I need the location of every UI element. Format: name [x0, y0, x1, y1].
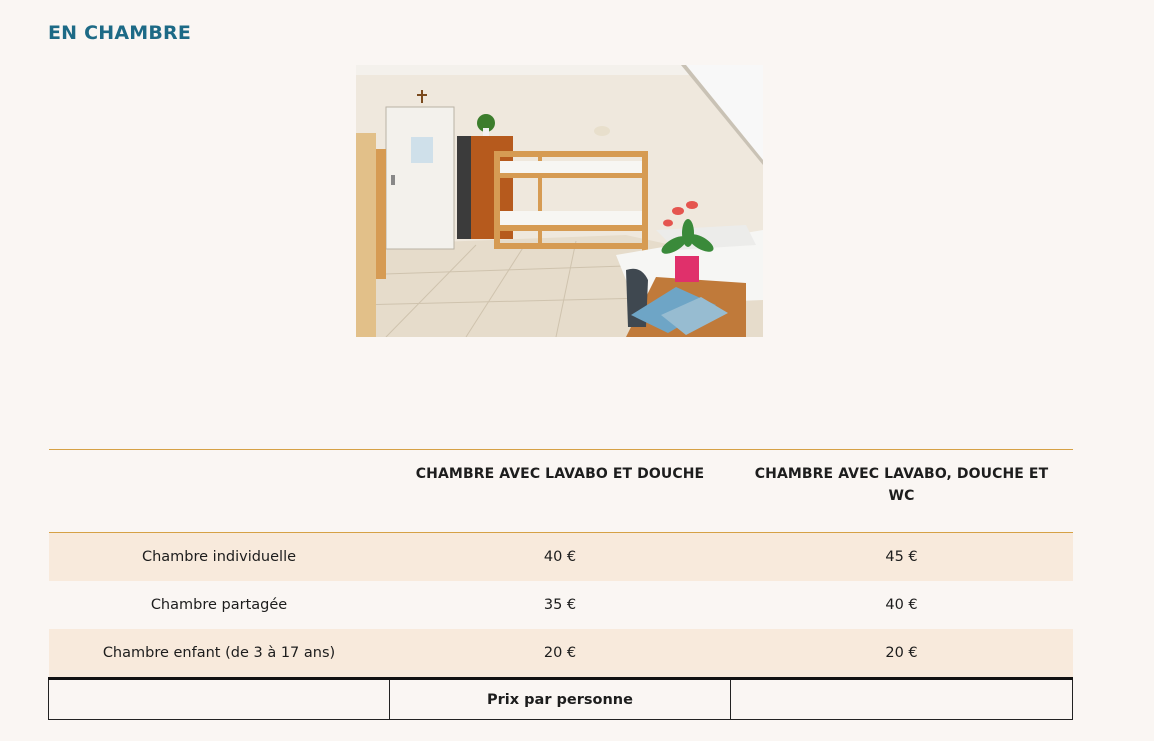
price-cell: 20 € [731, 629, 1073, 679]
row-label: Chambre individuelle [49, 533, 390, 582]
header-lavabo-douche-wc: CHAMBRE AVEC LAVABO, DOUCHE ET WC [754, 466, 1049, 504]
price-cell: 40 € [885, 597, 918, 613]
footer-cell [49, 679, 390, 720]
room-photo [356, 65, 763, 337]
table-row [49, 629, 1073, 679]
section-title: EN CHAMBRE [48, 22, 192, 44]
table-header-row [49, 450, 1073, 533]
table-footer-row [49, 679, 1073, 720]
price-cell: 35 € [543, 597, 577, 613]
price-cell: 40 € [390, 533, 731, 582]
row-label: Chambre enfant (de 3 à 17 ans) [49, 629, 390, 679]
price-table [48, 449, 1073, 720]
header-empty [49, 450, 390, 533]
table-row [49, 581, 1073, 629]
row-label: Chambre partagée [150, 597, 288, 613]
price-cell: 20 € [390, 629, 731, 679]
footer-cell [731, 679, 1073, 720]
footer-per-person-note: Prix par personne [390, 679, 731, 720]
price-cell: 45 € [731, 533, 1073, 582]
table-row [49, 533, 1073, 582]
header-lavabo-douche: CHAMBRE AVEC LAVABO ET DOUCHE [415, 466, 705, 482]
